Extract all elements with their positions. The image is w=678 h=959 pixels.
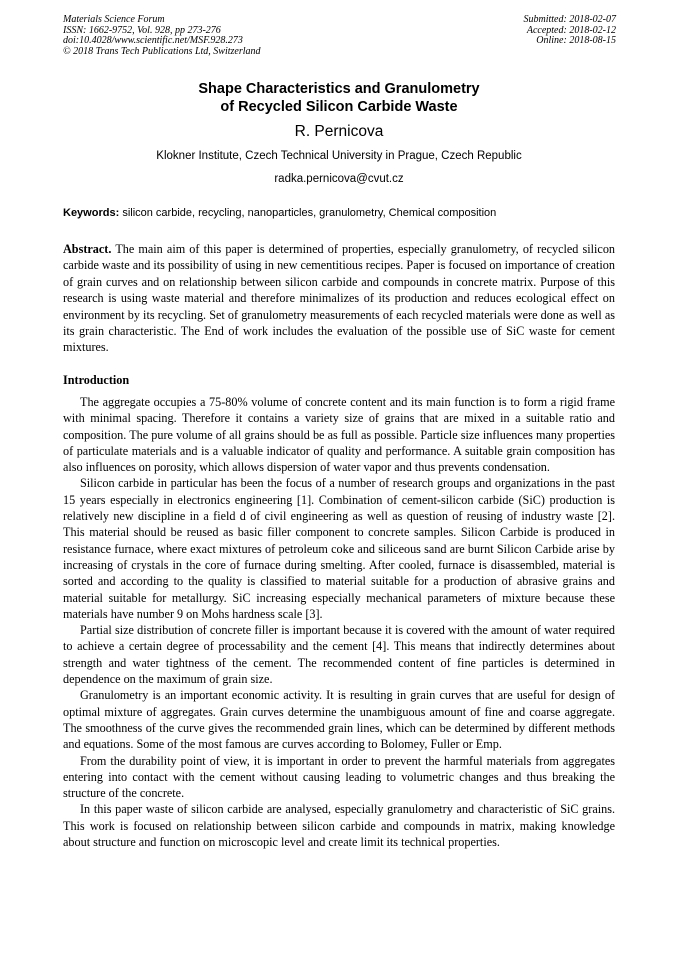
paragraph: Silicon carbide in particular has been the focus of a number of research groups and organizations in the past 15 years especially in electronics engineering [1]. Combination of cement-silicon carbide (SiC) production is relatively new discipline in a field d of civil engineering as well as question of reusing of industry waste [2]. This material should be reused as basic filler component to concrete samples. Silicon Carbide is produced in resistance furnace, where exact mixtures of petroleum coke and siliceous sand are burnt Silicon Carbide arise by increasing of crystals in the core of furnace during smelting. After cooled, furnace is disassembled, material is sorted and according to the quality is classified to material suitable for a production of abrasive grains and material suitable for metallurgy. SiC increasing especially mechanical parameters of mixture because these materials have number 9 on Mohs hardness scale [3]. — [63, 476, 615, 621]
author-affiliation: Klokner Institute, Czech Technical University in Prague, Czech Republic — [156, 150, 522, 162]
paragraph: Partial size distribution of concrete filler is important because it is covered with the amount of water required to achieve a certain degree of processability and the cement [4]. This means that indirectly determines about strength and water tightness of the cement. The recommended content of fine particles is determined in dependence on the maximum of grain size. — [63, 623, 615, 687]
paragraph: Granulometry is an important economic activity. It is resulting in grain curves that are useful for design of optimal mixture of aggregates. Grain curves determine the unambiguous amount of fine and coarse aggregate. The smoothness of the curve gives the recommended grain lines, which can be determined by different methods and equations. Some of the most famous are curves according to Bolomey, Fuller or Emp. — [63, 688, 615, 752]
paragraph: The aggregate occupies a 75-80% volume of concrete content and its main function is to form a rigid frame with minimal spacing. Therefore it contains a variety size of grains that are mixed in a suitable ratio and composition. The pure volume of all grains should be as full as possible. Particle size influences many properties of particulate materials and is a valuable indicator of quality and performance. A suitable grain composition has also influences on porosity, which allows dispersion of water vapor and thus prevents condensation. — [63, 395, 615, 475]
author-name: R. Pernicova — [294, 123, 384, 140]
submitted-date: Submitted: 2018-02-07 — [523, 14, 616, 25]
abstract-text: The main aim of this paper is determined of properties, especially granulometry, of recycled silicon carbide waste and its possibility of using in new cementitious recipes. Paper is focused on importance of creation of grain curves and on relationship between silicon carbide and compounds in concrete matrix. Purpose of this research is using waste material and therefore minimalizes of its production and reduces ecological effect on environment by its recycling. Set of granulometry measurements of each recycled materials were done as well as its grain characteristic. The End of work includes the evaluation of the possible use of SiC waste for cement mixtures. — [63, 242, 616, 355]
copyright: © 2018 Trans Tech Publications Ltd, Switzerland — [63, 45, 261, 57]
issn-volume: ISSN: 1662-9752, Vol. 928, pp 273-276 — [63, 24, 221, 36]
introduction-body — [63, 394, 615, 850]
keywords-label: Keywords: — [63, 207, 120, 219]
author-email[interactable]: radka.pernicova@cvut.cz — [274, 173, 404, 185]
introduction-heading: Introduction — [63, 373, 130, 387]
title-line: of Recycled Silicon Carbide Waste — [220, 99, 458, 115]
title-line: Shape Characteristics and Granulometry — [198, 81, 480, 97]
journal-info — [63, 15, 261, 57]
journal-name: Materials Science Forum — [63, 14, 165, 25]
online-date: Online: 2018-08-15 — [536, 35, 616, 46]
accepted-date: Accepted: 2018-02-12 — [526, 24, 616, 36]
abstract-label: Abstract. — [63, 242, 112, 256]
keywords-text: silicon carbide, recycling, nanoparticles, granulometry, Chemical composition — [122, 207, 497, 219]
keywords-section — [63, 207, 623, 219]
doi-link[interactable]: doi:10.4028/www.scientific.net/MSF.928.273 — [63, 35, 243, 46]
submission-dates — [524, 15, 617, 47]
paper-title — [0, 80, 678, 116]
paragraph: From the durability point of view, it is important in order to prevent the harmful materials from aggregates entering into contact with the cement without causing leading to volumetric changes and thus breaking the structure of the concrete. — [63, 753, 615, 801]
abstract-section — [63, 241, 615, 356]
paragraph: In this paper waste of silicon carbide are analysed, especially granulometry and characteristic of SiC grains. This work is focused on relationship between silicon carbide and compounds in matrix, making knowledge about structure and function on microscopic level and create limit its technical properties. — [63, 802, 615, 850]
